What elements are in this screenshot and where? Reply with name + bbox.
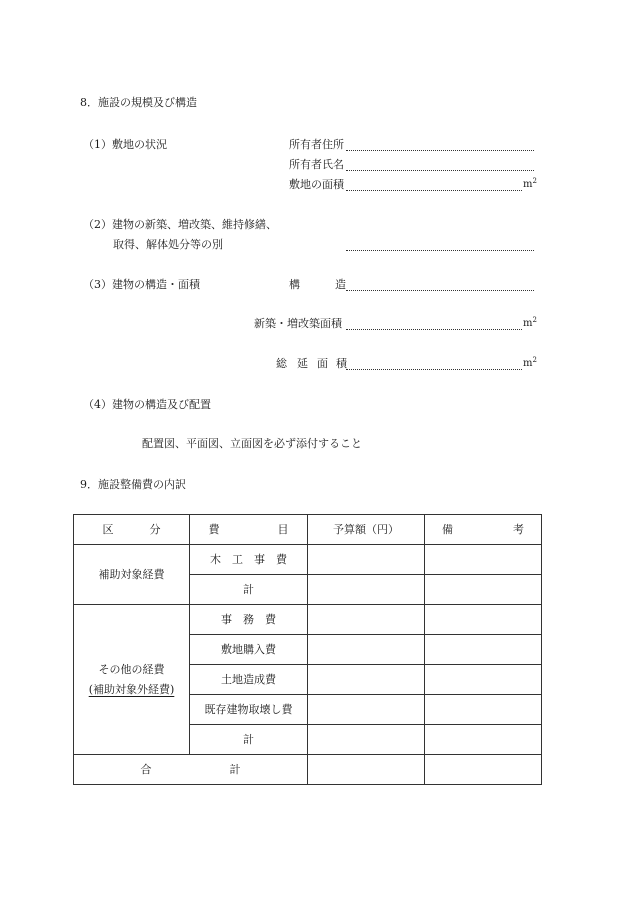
budget-cell[interactable] [308,575,425,605]
table-row [74,605,542,635]
header-expense-item: 費 目 [190,515,308,545]
owner-address-field[interactable] [346,150,534,151]
total-area-label-c: 面 [317,357,328,370]
total-area-label-b: 延 [297,357,308,370]
expense-breakdown-table [73,514,542,785]
table-row [74,545,542,575]
total-budget-cell[interactable] [308,755,425,785]
expense-item: 既存建物取壊し費 [190,695,308,725]
owner-address-label: 所有者住所 [289,138,344,151]
expense-item: 木 工 事 費 [190,545,308,575]
expense-item: 土地造成費 [190,665,308,695]
site-area-unit: $m^2$ [523,177,537,190]
group2-label [74,605,190,755]
item2-label-line2: 取得、解体処分等の別 [113,238,223,251]
budget-cell[interactable] [308,605,425,635]
remarks-cell[interactable] [425,605,542,635]
expense-item: 敷地購入費 [190,635,308,665]
structure-label-b: 造 [335,278,346,291]
budget-cell[interactable] [308,635,425,665]
header-category: 区 分 [74,515,190,545]
item4-note: 配置図、平面図、立面図を必ず添付すること [142,437,362,450]
owner-name-field[interactable] [346,170,534,171]
table-total-row [74,755,542,785]
new-area-unit: $m^2$ [523,316,537,329]
remarks-cell[interactable] [425,725,542,755]
header-budget: 予算額（円） [308,515,425,545]
budget-cell[interactable] [308,695,425,725]
header-remarks: 備 考 [425,515,542,545]
expense-item: 計 [190,575,308,605]
total-area-label-d: 積 [336,357,347,370]
site-area-label: 敷地の面積 [289,178,344,191]
total-area-unit: $m^2$ [523,356,537,369]
new-area-label: 新築・増改築面積 [254,317,342,330]
total-area-label-a: 総 [276,357,287,370]
budget-cell[interactable] [308,725,425,755]
group2-label-line2: (補助対象外経費) [88,682,175,696]
total-label: 合 計 [74,755,308,785]
site-area-field[interactable] [346,190,522,191]
group1-label: 補助対象経費 [74,545,190,605]
owner-name-label: 所有者氏名 [289,158,344,171]
structure-field[interactable] [346,290,534,291]
group2-label-line1: その他の経費 [98,662,165,676]
structure-label-a: 構 [289,278,300,291]
table-header-row [74,515,542,545]
item1-label: （1）敷地の状況 [83,138,167,151]
remarks-cell[interactable] [425,665,542,695]
remarks-cell[interactable] [425,635,542,665]
section9-heading: 9．施設整備費の内訳 [80,478,186,491]
item3-label: （3）建物の構造・面積 [83,278,200,291]
expense-item: 計 [190,725,308,755]
construction-type-field[interactable] [346,250,534,251]
expense-item: 事 務 費 [190,605,308,635]
total-remarks-cell[interactable] [425,755,542,785]
total-area-field[interactable] [346,369,522,370]
remarks-cell[interactable] [425,545,542,575]
budget-cell[interactable] [308,665,425,695]
budget-cell[interactable] [308,545,425,575]
remarks-cell[interactable] [425,695,542,725]
remarks-cell[interactable] [425,575,542,605]
item2-label-line1: （2）建物の新築、増改築、維持修繕、 [83,218,277,231]
section8-heading: 8．施設の規模及び構造 [80,96,197,109]
item4-label: （4）建物の構造及び配置 [83,398,211,411]
new-area-field[interactable] [346,329,522,330]
